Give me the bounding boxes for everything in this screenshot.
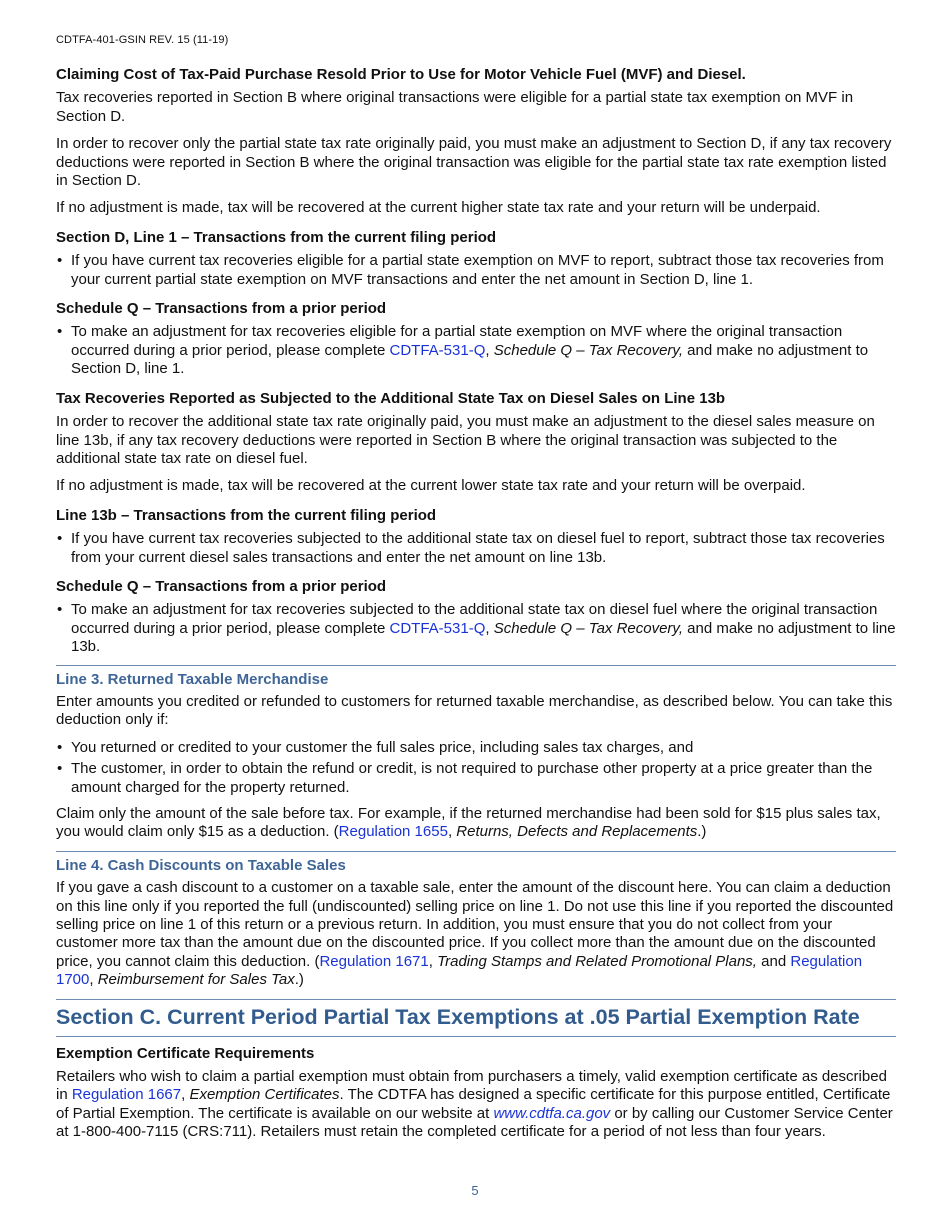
line3-bullet-1: • You returned or credited to your customer the full sales price, including sales tax charges, and — [56, 739, 896, 757]
section-c-italic: Exemption Certificates — [189, 1086, 340, 1104]
line4-comma-1: , — [428, 952, 438, 970]
diesel-sub2-list — [56, 601, 896, 656]
diesel-heading: Tax Recoveries Reported as Subjected to the Additional State Tax on Diesel Sales on Line 13b — [56, 389, 726, 407]
diesel-sub2-text-a: To make an adjustment for tax recoveries subjected to the additional state tax on diesel fuel where the original transaction occurred during a prior period, please complete — [71, 601, 878, 637]
cdtfa-531-q-link[interactable]: CDTFA-531-Q — [389, 341, 486, 359]
regulation-1667-link[interactable]: Regulation 1667 — [71, 1086, 182, 1104]
page-number: 5 — [471, 1183, 479, 1198]
line3-claim — [56, 805, 896, 842]
section-c-subheading: Exemption Certificate Requirements — [56, 1044, 315, 1062]
mvf-paragraph-1: Tax recoveries reported in Section B where original transactions were eligible for a partial state tax exemption on MVF in Section D. — [56, 89, 854, 125]
line3-intro: Enter amounts you credited or refunded to customers for returned taxable merchandise, as described below. You can take this deduction only if: — [56, 692, 893, 729]
regulation-1700-link[interactable]: Regulation 1700 — [56, 952, 863, 989]
mvf-sub2-heading: Schedule Q – Transactions from a prior period — [56, 300, 387, 318]
cdtfa-531-q-link-2[interactable]: CDTFA-531-Q — [389, 619, 486, 637]
mvf-sub2-comma: , — [485, 341, 494, 359]
line3-comma: , — [447, 823, 457, 841]
divider-line3 — [56, 665, 896, 666]
mvf-paragraph-2: In order to recover only the partial state tax rate originally paid, you must make an adjustment to Section D, if any tax recovery deductions were reported in Section B where the original transaction was eligible for the partial state tax rate exemption listed in Section D. — [56, 135, 892, 190]
line3-claim-text-a: Claim only the amount of the sale before tax. For example, if the returned merchandise had been sold for $15 plus sales tax, you would claim only $15 as a deduction. ( — [56, 805, 881, 841]
line3-list — [56, 739, 896, 797]
mvf-sub1-bullet: • If you have current tax recoveries eligible for a partial state exemption on MVF to report, subtract those tax recoveries from your current partial state exemption on MVF transactions and enter the net amount in Section D, line 1. — [56, 252, 896, 289]
mvf-sub2-text-b: and make no adjustment to Section D, line 1. — [71, 341, 869, 378]
diesel-paragraph-1: In order to recover the additional state tax rate originally paid, you must make an adjustment to the diesel sales measure on line 13b, if any tax recovery deductions were reported in Section B where the original transaction was subjected to the additional state tax rate on diesel fuel. — [56, 413, 875, 467]
line4-text-b: .) — [294, 971, 304, 989]
section-c-text-a: Retailers who wish to claim a partial exemption must obtain from purchasers a timely, valid exemption certificate as described in — [56, 1068, 887, 1104]
section-c-text-b: . The CDTFA has designed a specific certificate for this purpose entitled, Certificate of Partial Exemption. The certificate is available on our website at — [56, 1086, 891, 1122]
mvf-sub2-list — [56, 323, 896, 378]
line4-italic-2: Reimbursement for Sales Tax — [97, 971, 295, 989]
diesel-sub2-comma: , — [485, 619, 494, 637]
form-identifier: CDTFA-401-GSIN REV. 15 (11-19) — [56, 34, 229, 46]
diesel-sub2-italic: Schedule Q – Tax Recovery, — [493, 619, 683, 637]
diesel-sub1-heading: Line 13b – Transactions from the current filing period — [56, 506, 437, 524]
section-c-text — [56, 1068, 896, 1142]
line4-italic-1: Trading Stamps and Related Promotional Plans, — [437, 952, 757, 970]
section-c-title: Section C. Current Period Partial Tax Exemptions at .05 Partial Exemption Rate — [56, 999, 896, 1037]
cdtfa-website-link[interactable]: www.cdtfa.ca.gov — [493, 1104, 611, 1122]
line3-claim-text-b: .) — [697, 823, 707, 841]
diesel-sub1-list — [56, 530, 896, 567]
mvf-sub2-italic: Schedule Q – Tax Recovery, — [493, 341, 683, 359]
mvf-sub2-bullet — [56, 323, 896, 378]
mvf-sub2-text-a: To make an adjustment for tax recoveries eligible for a partial state exemption on MVF where the original transaction occurred during a prior period, please complete — [71, 323, 843, 359]
line3-bullet-2: • The customer, in order to obtain the refund or credit, is not required to purchase other property at a price greater than the amount charged for the property returned. — [56, 760, 896, 797]
divider-line4 — [56, 851, 896, 852]
line4-comma-2: , — [89, 971, 98, 989]
section-c-text-c: or by calling our Customer Service Center at 1-800-400-7115 (CRS:711). Retailers must retain the completed certificate for a period of not less than four years. — [56, 1104, 893, 1141]
line3-heading: Line 3. Returned Taxable Merchandise — [56, 670, 329, 688]
line4-text-a: If you gave a cash discount to a customer on a taxable sale, enter the amount of the discount here. You can claim a deduction on this line only if you reported the full (undiscounted) selling price on line 1. Do not use this line if you reported the discounted selling price on line 1 of this return or a previous return. In addition, you must ensure that you do not collect from your customer more tax than the amount due on the discounted price. If you collect more than the amount due on the discounted price, you cannot claim this deduction. ( — [56, 879, 894, 970]
line3-italic: Returns, Defects and Replacements — [456, 823, 698, 841]
diesel-sub2-text-b: and make no adjustment to line 13b. — [71, 619, 896, 656]
page-content — [56, 66, 896, 1151]
regulation-1671-link[interactable]: Regulation 1671 — [319, 952, 429, 970]
mvf-paragraph-3: If no adjustment is made, tax will be recovered at the current higher state tax rate and your return will be underpaid. — [56, 199, 821, 217]
mvf-sub1-heading: Section D, Line 1 – Transactions from the current filing period — [56, 228, 497, 246]
regulation-1655-link[interactable]: Regulation 1655 — [338, 823, 448, 841]
diesel-sub2-heading: Schedule Q – Transactions from a prior period — [56, 577, 387, 595]
line4-and: and — [756, 952, 791, 970]
section-c-comma: , — [181, 1086, 190, 1104]
mvf-sub1-list — [56, 252, 896, 289]
line4-text — [56, 879, 896, 989]
mvf-heading: Claiming Cost of Tax-Paid Purchase Resold Prior to Use for Motor Vehicle Fuel (MVF) and Diesel. — [56, 66, 746, 83]
diesel-paragraph-2: If no adjustment is made, tax will be recovered at the current lower state tax rate and your return will be overpaid. — [56, 477, 806, 495]
diesel-sub2-bullet — [56, 601, 896, 656]
line4-heading: Line 4. Cash Discounts on Taxable Sales — [56, 856, 346, 874]
diesel-sub1-bullet: • If you have current tax recoveries subjected to the additional state tax on diesel fuel to report, subtract those tax recoveries from your current diesel sales transactions and enter the net amount on line 13b. — [56, 530, 896, 567]
